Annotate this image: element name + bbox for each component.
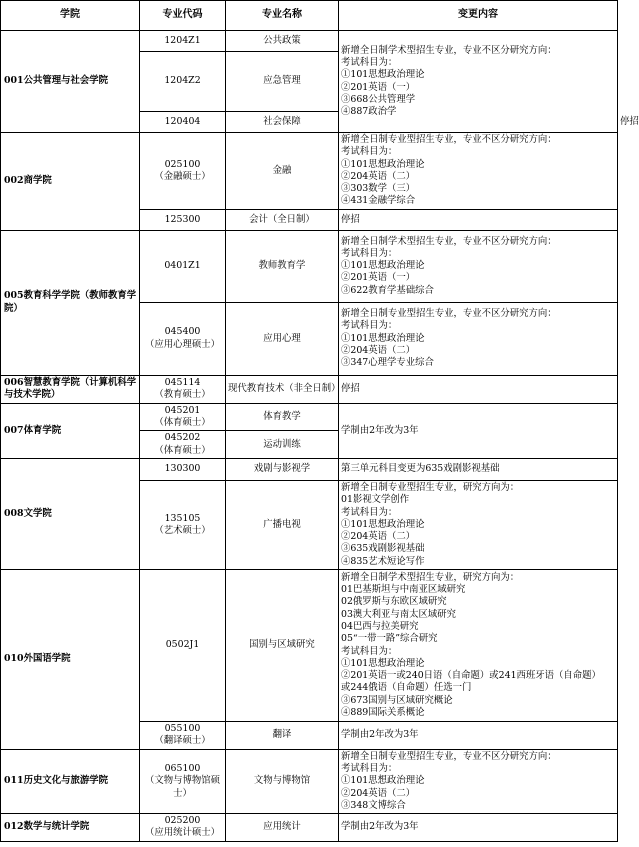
college-name: 005教育科学学院（教师教育学院）	[1, 230, 140, 375]
change-line: ③668公共管理学	[341, 93, 416, 105]
change-line: 01影视文学创作	[341, 494, 410, 506]
program-major: 现代教育技术（非全日制）	[226, 375, 339, 403]
program-degree-type: （艺术硕士）	[154, 525, 211, 536]
change-line: 新增全日制专业型招生专业，专业不区分研究方向：	[341, 750, 557, 762]
college-name: 006智慧教育学院（计算机科学与技术学院）	[1, 375, 140, 403]
program-degree-type: （教育硕士）	[154, 389, 211, 401]
table-row: 120404 社会保障 停招	[1, 112, 618, 133]
change-line: ④431金融学综合	[341, 195, 416, 207]
program-code-number: 0401Z1	[164, 260, 201, 272]
change-line: ②204英语（二）	[341, 170, 416, 182]
table-row	[1, 403, 618, 431]
program-code	[140, 749, 226, 813]
program-code-number: 045400	[164, 326, 201, 338]
change-line: 学制由2年改为3年	[341, 729, 419, 741]
change-line: ②201英语（一）	[341, 81, 416, 93]
program-code	[140, 112, 226, 133]
program-code-number: 025100	[164, 158, 201, 170]
change-line: 学制由2年改为3年	[341, 424, 419, 436]
program-major: 教师教育学	[226, 230, 339, 302]
program-major: 广播电视	[226, 480, 339, 569]
program-degree-type: （文物与博物馆硕士）	[144, 775, 220, 799]
change-line: ③673国别与区域研究概论	[341, 694, 453, 706]
change-line: 学制由2年改为3年	[341, 821, 419, 833]
program-major: 金融	[226, 133, 339, 210]
program-major: 文物与博物馆	[226, 749, 339, 813]
change-line: 01巴基斯坦与中南亚区域研究	[341, 584, 466, 596]
change-content	[339, 458, 618, 480]
change-line: 新增全日制专业型招生专业，研究方向为：	[341, 481, 520, 493]
change-line: ①101思想政治理论	[341, 158, 425, 170]
program-degree-type: （应用统计硕士）	[144, 827, 220, 839]
table-row	[1, 230, 618, 302]
program-code-number: 045201	[164, 404, 201, 416]
change-line: ②204英语（二）	[341, 344, 416, 356]
change-line: ②204英语（二）	[341, 531, 416, 543]
change-line: 考试科目为：	[341, 56, 398, 68]
program-degree-type: （体育硕士）	[154, 417, 211, 429]
table-body	[1, 31, 639, 842]
change-line: ③622教育学基础综合	[341, 284, 434, 296]
change-line: 第三单元科目变更为635戏剧影视基础	[341, 463, 500, 475]
program-major: 运动训练	[226, 431, 339, 459]
program-major: 国别与区域研究	[226, 570, 339, 722]
college-name: 011历史文化与旅游学院	[1, 749, 140, 813]
program-major: 应用统计	[226, 814, 339, 842]
change-line: 新增全日制专业型招生专业，专业不区分研究方向：	[341, 134, 557, 145]
program-code-number: 125300	[164, 213, 201, 225]
college-name: 002商学院	[1, 133, 140, 231]
college-name: 007体育学院	[1, 403, 140, 458]
change-line: ①101思想政治理论	[341, 775, 425, 787]
header-major: 专业名称	[226, 1, 339, 31]
change-line: 04巴西与拉美研究	[341, 620, 419, 632]
change-line: ①101思想政治理论	[341, 332, 425, 344]
program-major: 应用心理	[226, 302, 339, 375]
program-code	[140, 570, 226, 722]
program-code	[140, 133, 226, 210]
change-line: 考试科目为：	[341, 506, 398, 518]
change-line: 新增全日制专业型招生专业，专业不区分研究方向：	[341, 308, 557, 320]
change-content	[339, 749, 618, 813]
change-line: ①101思想政治理论	[341, 69, 425, 81]
program-code	[140, 52, 226, 112]
program-code	[140, 375, 226, 403]
table-row	[1, 570, 618, 722]
change-line: 新增全日制学术型招生专业，专业不区分研究方向：	[341, 44, 557, 56]
program-code-number: 045114	[164, 376, 201, 388]
table-row	[1, 133, 618, 210]
table-row	[1, 814, 618, 842]
change-line: ①101思想政治理论	[341, 657, 425, 669]
change-line: ②204英语（二）	[341, 787, 416, 799]
program-major: 会计（全日制）	[226, 209, 339, 230]
change-content	[339, 480, 618, 569]
change-line: ①101思想政治理论	[341, 518, 425, 530]
program-code-number: 120404	[164, 115, 201, 127]
change-content	[339, 31, 618, 133]
program-code	[140, 458, 226, 480]
program-code-number: 130300	[164, 463, 201, 475]
change-line: ③303数学（三）	[341, 183, 416, 195]
college-name: 010外国语学院	[1, 570, 140, 750]
program-code	[140, 31, 226, 52]
change-content	[339, 230, 618, 302]
program-code	[140, 230, 226, 302]
program-degree-type: （翻译硕士）	[154, 735, 211, 747]
table-row	[1, 749, 618, 813]
program-code-number: 045202	[164, 432, 201, 444]
change-line: ③347心理学专业综合	[341, 357, 434, 369]
change-line: 或244俄语（自命题）任选一门	[341, 682, 472, 694]
header-code: 专业代码	[140, 1, 226, 31]
change-line: 考试科目为：	[341, 645, 398, 657]
program-code	[140, 814, 226, 842]
change-content	[339, 209, 618, 230]
program-degree-type: （体育硕士）	[154, 444, 211, 456]
program-code	[140, 431, 226, 459]
college-name: 012数学与统计学院	[1, 814, 140, 842]
program-code-number: 1204Z1	[164, 34, 201, 46]
program-code	[140, 302, 226, 375]
college-name: 001公共管理与社会学院	[1, 31, 140, 133]
program-major: 社会保障	[226, 112, 339, 133]
header-change: 变更内容	[339, 1, 618, 31]
change-line: ④835艺术短论写作	[341, 555, 425, 567]
program-major: 公共政策	[226, 31, 339, 52]
college-name: 008文学院	[1, 458, 140, 569]
program-code-number: 025200	[164, 815, 201, 827]
change-line: ④889国际关系概论	[341, 707, 425, 719]
change-line: 新增全日制学术型招生专业，研究方向为：	[341, 571, 520, 583]
change-line: ②201英语一或240日语（自命题）或241西班牙语（自命题）	[341, 670, 601, 682]
program-code-number: 0502J1	[165, 639, 200, 651]
change-content	[339, 570, 618, 722]
program-code-number: 065100	[164, 762, 201, 774]
program-code-number: 1204Z2	[164, 75, 201, 87]
table-row	[1, 458, 618, 480]
change-line: 新增全日制学术型招生专业，专业不区分研究方向：	[341, 235, 557, 247]
change-line: 02俄罗斯与东欧区域研究	[341, 596, 447, 608]
change-line: 05“一带一路”综合研究	[341, 633, 438, 645]
change-content	[339, 814, 618, 842]
change-content	[339, 375, 618, 403]
change-line: 停招	[341, 383, 360, 395]
change-content	[339, 722, 618, 750]
change-line: 考试科目为：	[341, 146, 398, 158]
program-major: 体育教学	[226, 403, 339, 431]
change-content	[339, 403, 618, 458]
change-line: ②201英语（一）	[341, 272, 416, 284]
program-code	[140, 209, 226, 230]
change-line: ①101思想政治理论	[341, 260, 425, 272]
change-line: ④887政治学	[341, 106, 397, 118]
change-line: ③348文博综合	[341, 799, 406, 811]
change-line: 考试科目为：	[341, 762, 398, 774]
program-degree-type: （应用心理硕士）	[144, 338, 220, 350]
program-major: 戏剧与影视学	[226, 458, 339, 480]
program-major: 应急管理	[226, 52, 339, 112]
program-code	[140, 403, 226, 431]
change-line: 考试科目为：	[341, 320, 398, 332]
change-line: 考试科目为：	[341, 247, 398, 259]
program-code	[140, 722, 226, 750]
program-degree-type: （金融硕士）	[154, 170, 211, 182]
program-major: 翻译	[226, 722, 339, 750]
change-line: 03澳大利亚与南太区域研究	[341, 608, 457, 620]
table-row	[1, 31, 618, 52]
header-row	[1, 1, 618, 31]
change-line: ③635戏剧影视基础	[341, 543, 425, 555]
change-line: 停招	[341, 213, 360, 225]
change-content	[339, 133, 618, 210]
table-row	[1, 375, 618, 403]
change-content	[339, 302, 618, 375]
program-code-number: 135105	[164, 512, 201, 524]
header-college: 学院	[1, 1, 140, 31]
program-code-number: 055100	[164, 723, 201, 735]
program-code	[140, 480, 226, 569]
